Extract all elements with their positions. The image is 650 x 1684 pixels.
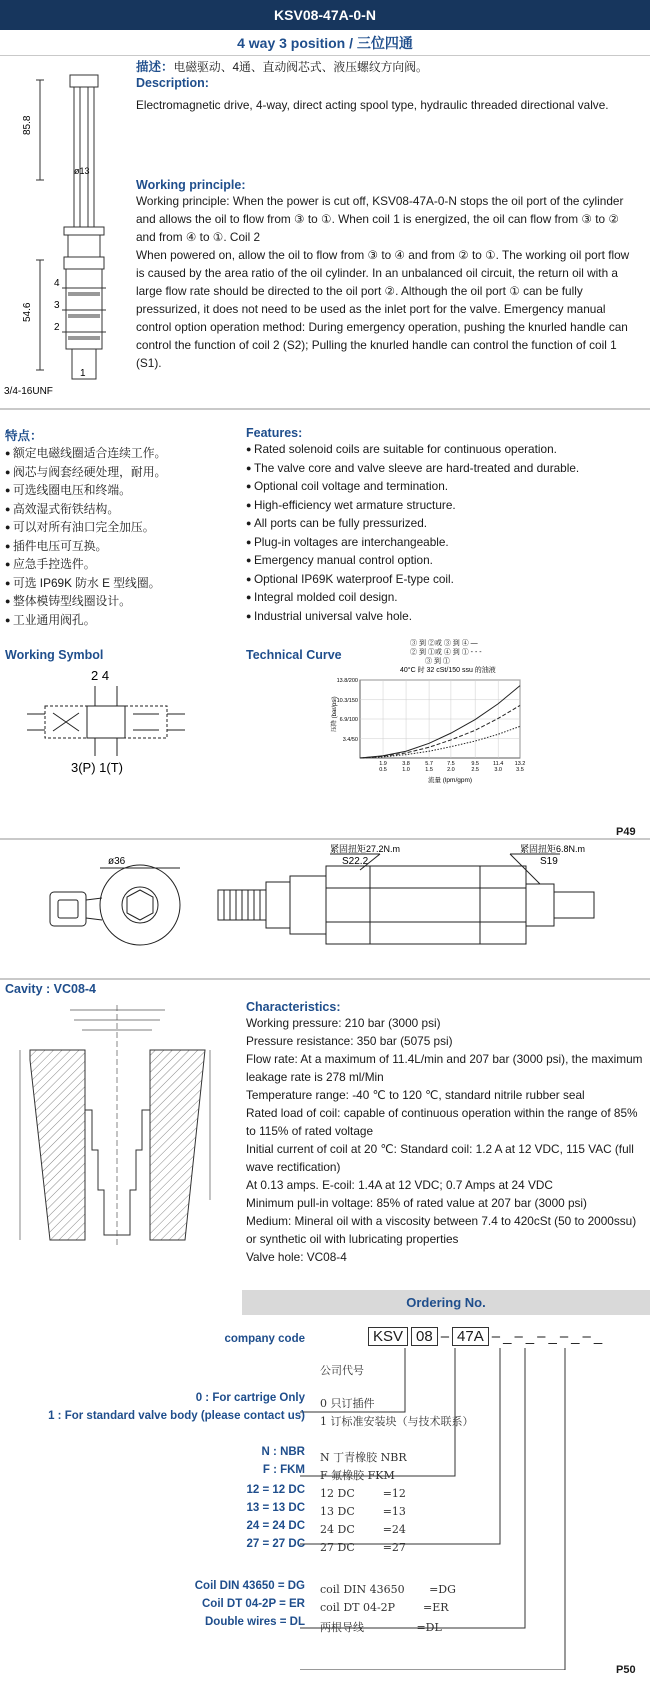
chart-xtick: 1.9 [379,761,387,767]
chart-xtick-gpm: 2.5 [471,767,479,773]
principle-p1: Working principle: When the power is cut off, KSV08-47A-0-N stops the oil port of the cylinder and allows the oil to flow from ③ to ①. When coil 1 is energized, the oil can flow from ③ to ② and from ④ to ①. Coil 2 [136,194,624,244]
feature-item: ● 可选 IP69K 防水 E 型线圈。 [5,574,225,593]
dim-dia: ø13 [74,166,90,176]
chart-xtick: 9.5 [471,761,479,767]
port-2: 2 [54,322,60,333]
characteristics-list [246,1014,646,1266]
chart-xtick-gpm: 1.0 [402,767,410,773]
feature-item: ● High-efficiency wet armature structure. [246,496,646,515]
feature-item: ● 插件电压可互换。 [5,537,225,556]
feature-item: ● 额定电磁线圈适合连续工作。 [5,444,225,463]
code-part: – [559,1327,569,1345]
page-header: KSV08-47A-0-N [0,0,650,30]
torque-1: 紧固扭矩27.2N.m [330,844,401,854]
feature-item: ● Industrial universal valve hole. [246,607,646,626]
coil-dg: Coil DIN 43650 = DG [194,1580,305,1592]
code-part: – [491,1327,501,1345]
page-number: P49 [616,826,636,838]
curve-legend-3: ③ 到 ① [425,658,450,665]
volt-24: 24 = 24 DC [246,1520,305,1532]
chart-ytick: 10.3/150 [336,697,358,704]
coil-er: Coil DT 04-2P = ER [201,1598,305,1610]
code-part: _ [593,1327,603,1345]
desc-cn-text: 电磁驱动、4通、直动阀芯式、液压螺纹方向阀。 [173,60,428,74]
code-part: KSV [368,1327,408,1346]
feature-item: ● The valve core and valve sleeve are hard-treated and durable. [246,459,646,478]
volt-27-cn: 27 DC =27 [320,1541,406,1554]
curve-label: Technical Curve [246,648,342,662]
cavity-label: Cavity : VC08-4 [5,982,97,996]
coil-dl: Double wires = DL [204,1616,305,1628]
divider [0,978,650,980]
chart-ytick: 13.8/200 [336,678,358,684]
code-part: – [440,1327,450,1345]
desc-text: Electromagnetic drive, 4-way, direct acting spool type, hydraulic threaded directional valve. [136,98,609,112]
curve-legend-2: ② 到 ①或 ④ 到 ① - - - [410,649,482,656]
seal-option-n: N : NBR [261,1446,305,1458]
page-subtitle: 4 way 3 position / 三位四通 [237,35,413,51]
seal-option-f-cn: F 氟橡胶 FKM [320,1469,395,1482]
characteristic-line: Valve hole: VC08-4 [246,1250,347,1264]
chart-series-line [360,726,520,758]
volt-13: 13 = 13 DC [246,1502,305,1514]
characteristic-line: Medium: Mineral oil with a viscosity between 7.4 to 420cSt (50 to 2000ssu) or synthetic oil with lubricating properties [246,1214,637,1246]
port-3: 3 [54,300,60,311]
dim-body: 54.6 [22,302,33,322]
features-en-list [246,440,646,625]
assembly-drawing [30,840,620,970]
chart-xtick-gpm: 2.0 [447,767,455,773]
body-option-0: 0 : For cartrige Only [195,1392,305,1404]
desc-cn-label: 描述： [136,60,174,74]
principle-p2: When powered on, allow the oil to flow from ③ to ④ and from ② to ①. The working oil port flow is caused by the area ratio of the oil cylinder. In an unbalanced oil circuit, the return oil with a large flow rate should be directed to the oil port ②. Although the oil port ① can be fully pressurized, it does not need to be used as the inlet port for the valve. Emergency manual control option operation method: During emergency operation, pushing the knurled handle can control the function of coil 2 (S2); Pulling the knurled handle can control the function of coil 1 (S1). [136,248,630,370]
divider [0,408,650,410]
code-part: – [537,1327,546,1345]
torque-2: 紧固扭矩6.8N.m [520,844,586,854]
characteristic-line: At 0.13 amps. E-coil: 1.4A at 12 VDC; 0.7 Amps at 24 VDC [246,1178,553,1192]
cavity-drawing [10,1000,230,1250]
feature-item: ● All ports can be fully pressurized. [246,514,646,533]
chart-xtick-gpm: 3.0 [494,767,503,773]
feature-item: ● 阀芯与阀套经硬处理，耐用。 [5,463,225,482]
feature-item: ● Optional IP69K waterproof E-type coil. [246,570,646,589]
feature-item: ● Plug-in voltages are interchangeable. [246,533,646,552]
chart-xtick: 7.5 [447,761,455,767]
principle-label: Working principle: [136,178,246,192]
chart-xtick: 13.2 [514,761,526,767]
code-part: _ [571,1327,580,1345]
coil-er-cn: coil DT 04-2P =ER [320,1601,449,1614]
chart-xtick-gpm: 3.5 [516,767,524,773]
feature-item: ● 整体模铸型线圈设计。 [5,592,225,611]
characteristic-line: Flow rate: At a maximum of 11.4L/min and 207 bar (3000 psi), the maximum leakage rate is 278 ml/Min [246,1052,643,1084]
code-part: – [582,1327,591,1345]
characteristic-line: Pressure resistance: 350 bar (5075 psi) [246,1034,453,1048]
code-part: _ [525,1327,535,1345]
assembly-dia: ø36 [108,856,126,867]
symbol-top-ports: 2 4 [91,668,110,683]
volt-13-cn: 13 DC =13 [320,1505,406,1518]
desc-label: Description: [136,76,209,90]
divider [0,55,650,56]
symbol-bottom-ports: 3(P) 1(T) [71,760,123,775]
volt-12: 12 = 12 DC [246,1484,305,1496]
chart-xtick: 11.4 [493,761,504,767]
hex-1: S22.2 [342,856,369,867]
volt-24-cn: 24 DC =24 [320,1523,406,1536]
chart-ytick: 3.4/50 [342,736,358,743]
feature-item: ● Optional coil voltage and termination. [246,477,646,496]
features-en-label: Features: [246,426,303,440]
feature-item: ● 应急手控选件。 [5,555,225,574]
code-part: 47A [452,1327,489,1346]
code-part: – [514,1327,523,1345]
technical-curve [330,636,530,786]
curve-ylabel: 压降 (bar/psi) [332,696,338,732]
feature-item: ● 可以对所有油口完全加压。 [5,518,225,537]
characteristic-line: Temperature range: -40 ℃ to 120 ℃, standard nitrile rubber seal [246,1088,585,1102]
feature-item: ● 高效湿式衔铁结构。 [5,500,225,519]
chart-series-line [360,705,520,758]
coil-dg-cn: coil DIN 43650 =DG [320,1583,456,1596]
valve-side-drawing [0,60,130,400]
code-part: _ [548,1327,557,1345]
chart-xtick-gpm: 1.5 [425,767,433,773]
chart-xtick-gpm: 0.5 [379,767,387,773]
curve-legend-4: 40°C 时 32 cSt/150 ssu 的油液 [400,667,496,674]
feature-item: ● Rated solenoid coils are suitable for continuous operation. [246,440,646,459]
characteristics-label: Characteristics: [246,1000,341,1014]
port-1: 1 [80,368,86,379]
feature-item: ● 工业通用阀孔。 [5,611,225,630]
company-code-cn: 公司代号 [320,1364,364,1377]
curve-legend-1: ③ 到 ②或 ③ 到 ④ — [410,640,478,647]
features-cn-label: 特点： [5,429,43,443]
symbol-label: Working Symbol [5,648,104,662]
feature-item: ● Integral molded coil design. [246,588,646,607]
chart-ytick: 6.9/100 [339,717,358,723]
feature-item: ● Emergency manual control option. [246,551,646,570]
characteristic-line: Working pressure: 210 bar (3000 psi) [246,1016,441,1030]
coil-dl-cn: 两根导线 =DL [320,1621,442,1634]
ordering-title: Ordering No. [242,1290,650,1315]
working-symbol [25,668,195,778]
curve-xlabel: 流量 (lpm/gpm) [428,777,473,784]
characteristic-line: Initial current of coil at 20 ℃: Standard coil: 1.2 A at 12 VDC, 115 VAC (full wave rectification) [246,1142,634,1174]
volt-27: 27 = 27 DC [246,1538,305,1550]
port-4: 4 [54,278,60,289]
seal-option-n-cn: N 丁青橡胶 NBR [320,1451,407,1464]
seal-option-f: F : FKM [262,1464,305,1476]
body-option-1-cn: 1 订标准安装块（与技术联系） [320,1415,474,1428]
chart-xtick: 5.7 [425,761,433,767]
characteristic-line: Rated load of coil: capable of continuous operation within the range of 85% to 115% of rated voltage [246,1106,638,1138]
body-option-1: 1 : For standard valve body (please contact us) [48,1410,305,1422]
chart-xtick: 3.8 [402,761,410,767]
code-part: _ [503,1327,512,1345]
features-cn-list [5,444,225,629]
hex-2: S19 [540,856,558,867]
page-number: P50 [616,1664,636,1676]
thread-label: 3/4-16UNF [4,386,53,397]
body-option-0-cn: 0 只订插件 [320,1397,375,1410]
dim-total: 85.8 [22,115,33,135]
chart-series-line [360,686,520,758]
volt-12-cn: 12 DC =12 [320,1487,406,1500]
feature-item: ● 可选线圈电压和终端。 [5,481,225,500]
characteristic-line: Minimum pull-in voltage: 85% of rated value at 207 bar (3000 psi) [246,1196,587,1210]
code-part: 08 [411,1327,438,1346]
ordering-code [368,1324,602,1348]
company-code-label: company code [224,1333,305,1345]
